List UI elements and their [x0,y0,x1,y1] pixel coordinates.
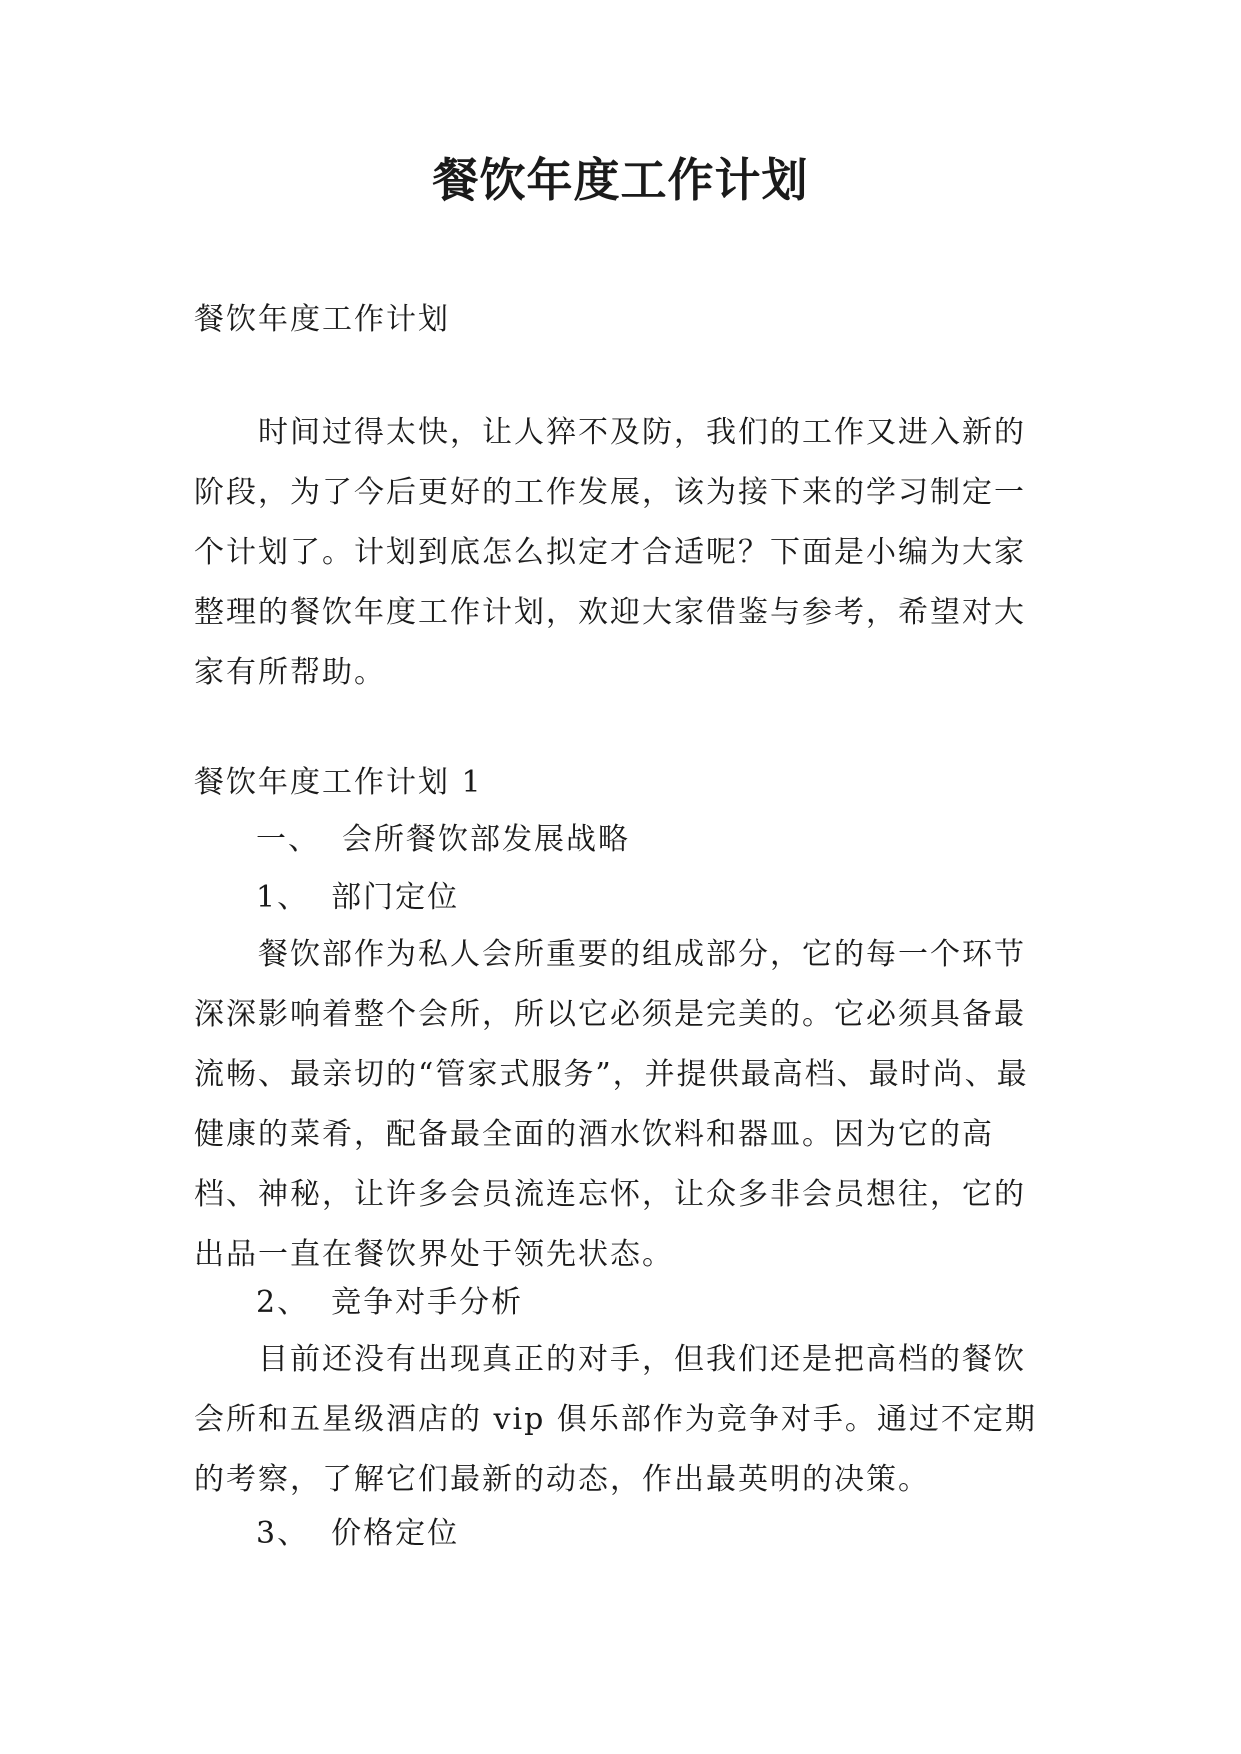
competitor-number: 2、 [256,1285,310,1320]
position-paragraph: 餐饮部作为私人会所重要的组成部分，它的每一个环节深深影响着整个会所，所以它必须是完美的。它必须具备最流畅、最亲切的“管家式服务”，并提供最高档、最时尚、最健康的菜肴，配备最全面的酒水饮料和器皿。因为它的高档、神秘，让许多会员流连忘怀，让众多非会员想往，它的出品一直在餐饮界处于领先状态。 [194,937,1029,1272]
competitor-heading-text: 竞争对手分析 [331,1285,524,1320]
position-heading-text: 部门定位 [331,880,460,915]
price-heading-text: 价格定位 [331,1516,460,1551]
competitor-heading [256,1273,523,1333]
strategy-heading [256,810,630,870]
document-title: 餐饮年度工作计划 [432,153,809,207]
price-number: 3、 [256,1516,310,1551]
strategy-number: 一、 [256,822,320,857]
document-subtitle: 餐饮年度工作计划 [194,302,450,337]
position-number: 1、 [256,880,310,915]
section-title: 餐饮年度工作计划 1 [194,765,483,800]
strategy-text: 会所餐饮部发展战略 [342,822,630,857]
intro-paragraph: 时间过得太快，让人猝不及防，我们的工作又进入新的阶段，为了今后更好的工作发展，该为接下来的学习制定一个计划了。计划到底怎么拟定才合适呢？下面是小编为大家整理的餐饮年度工作计划，欢迎大家借鉴与参考，希望对大家有所帮助。 [194,415,1026,690]
competitor-paragraph: 目前还没有出现真正的对手，但我们还是把高档的餐饮会所和五星级酒店的 vip 俱乐部作为竞争对手。通过不定期的考察，了解它们最新的动态，作出最英明的决策。 [194,1342,1037,1497]
position-heading [256,868,459,928]
price-heading [256,1504,459,1564]
